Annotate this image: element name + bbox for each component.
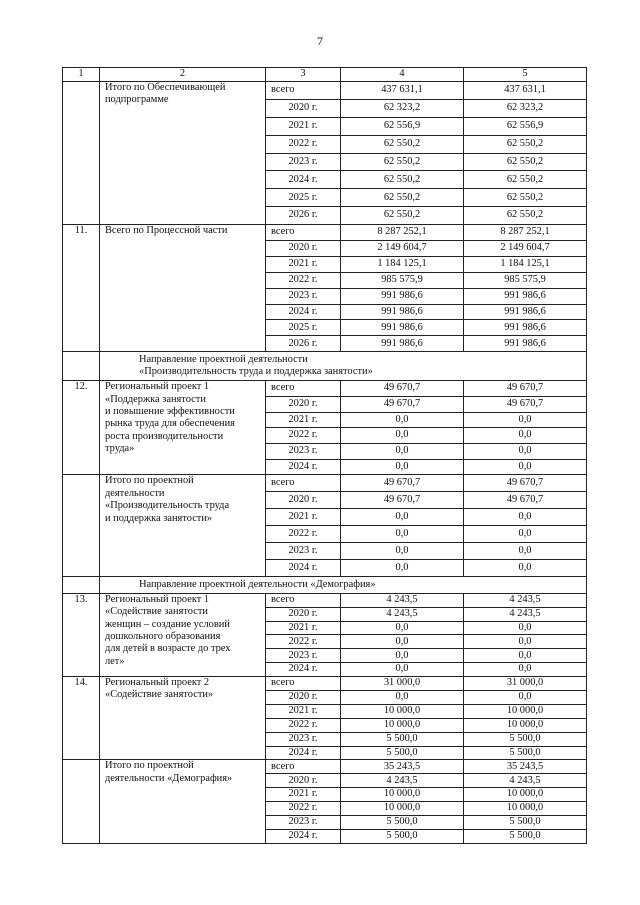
value-col-5: 49 670,7 (464, 396, 587, 412)
row-number (63, 475, 100, 576)
row-title-line: Региональный проект 1 (105, 593, 210, 605)
value-col-4: 62 550,2 (341, 171, 464, 189)
value-col-4: 0,0 (341, 663, 464, 677)
value-col-5: 0,0 (464, 428, 587, 444)
value-col-4: 49 670,7 (341, 492, 464, 509)
period-cell: 2022 г. (266, 135, 341, 153)
value-col-5: 0,0 (464, 509, 587, 526)
value-col-4: 437 631,1 (341, 82, 464, 100)
direction-empty-cell (63, 352, 100, 381)
value-col-4: 62 550,2 (341, 135, 464, 153)
value-col-5: 991 986,6 (464, 288, 587, 304)
row-title-line: и повышение эффективности (105, 406, 235, 418)
period-cell: 2021 г. (266, 256, 341, 272)
value-col-4: 10 000,0 (341, 718, 464, 732)
period-cell: 2022 г. (266, 428, 341, 444)
value-col-4: 49 670,7 (341, 396, 464, 412)
value-col-5: 62 550,2 (464, 171, 587, 189)
row-title-line: Региональный проект 1 (105, 381, 210, 393)
period-cell: 2021 г. (266, 621, 341, 635)
header-col-1: 1 (63, 68, 100, 82)
page-number: 7 (317, 34, 323, 48)
value-col-4: 10 000,0 (341, 704, 464, 718)
period-cell: 2023 г. (266, 815, 341, 829)
value-col-5: 10 000,0 (464, 802, 587, 816)
direction-title (100, 352, 587, 381)
value-col-5: 991 986,6 (464, 336, 587, 352)
value-col-5: 5 500,0 (464, 746, 587, 760)
header-col-3: 3 (266, 68, 341, 82)
header-col-4: 4 (341, 68, 464, 82)
row-title-line: Региональный проект 2 (105, 677, 210, 689)
value-col-4: 0,0 (341, 459, 464, 475)
table-row (63, 82, 587, 100)
value-col-4: 991 986,6 (341, 336, 464, 352)
period-cell: 2020 г. (266, 396, 341, 412)
row-title-line: подпрограмме (105, 94, 169, 106)
value-col-4: 1 184 125,1 (341, 256, 464, 272)
row-title-line: рынка труда для обеспечения (105, 418, 235, 430)
header-col-2: 2 (100, 68, 266, 82)
row-title-line: «Поддержка занятости (105, 393, 206, 405)
value-col-4: 62 550,2 (341, 153, 464, 171)
value-col-4: 0,0 (341, 444, 464, 460)
value-col-4: 0,0 (341, 559, 464, 576)
period-cell: 2023 г. (266, 649, 341, 663)
period-cell: 2023 г. (266, 542, 341, 559)
value-col-4: 2 149 604,7 (341, 241, 464, 257)
value-col-4: 62 550,2 (341, 207, 464, 225)
value-col-5: 62 550,2 (464, 207, 587, 225)
value-col-4: 4 243,5 (341, 607, 464, 621)
value-col-5: 0,0 (464, 663, 587, 677)
value-col-5: 985 575,9 (464, 272, 587, 288)
row-title (100, 475, 266, 576)
value-col-5: 4 243,5 (464, 593, 587, 607)
period-cell: 2020 г. (266, 774, 341, 788)
value-col-5: 0,0 (464, 635, 587, 649)
period-cell: всего (266, 760, 341, 774)
row-title-line: Итого по Обеспечивающей (105, 82, 226, 93)
value-col-5: 2 149 604,7 (464, 241, 587, 257)
value-col-5: 4 243,5 (464, 607, 587, 621)
value-col-4: 5 500,0 (341, 815, 464, 829)
value-col-4: 985 575,9 (341, 272, 464, 288)
value-col-5: 991 986,6 (464, 304, 587, 320)
value-col-5: 0,0 (464, 649, 587, 663)
row-title-line: Итого по проектной (105, 475, 194, 487)
value-col-5: 4 243,5 (464, 774, 587, 788)
value-col-5: 10 000,0 (464, 788, 587, 802)
row-title (100, 225, 266, 352)
period-cell: 2020 г. (266, 690, 341, 704)
row-title (100, 82, 266, 225)
direction-title (100, 576, 587, 593)
row-title-line: Всего по Процессной части (105, 225, 228, 237)
period-cell: 2023 г. (266, 444, 341, 460)
value-col-4: 0,0 (341, 649, 464, 663)
period-cell: 2023 г. (266, 732, 341, 746)
period-cell: 2024 г. (266, 559, 341, 576)
value-col-5: 1 184 125,1 (464, 256, 587, 272)
period-cell: всего (266, 475, 341, 492)
row-title (100, 677, 266, 760)
budget-table (62, 67, 587, 844)
value-col-4: 10 000,0 (341, 802, 464, 816)
value-col-4: 0,0 (341, 428, 464, 444)
direction-title-line: Направление проектной деятельности «Демография» (139, 578, 376, 590)
value-col-5: 0,0 (464, 690, 587, 704)
value-col-5: 49 670,7 (464, 475, 587, 492)
value-col-5: 62 556,9 (464, 117, 587, 135)
table-header-row (63, 68, 587, 82)
value-col-5: 0,0 (464, 621, 587, 635)
value-col-4: 4 243,5 (341, 774, 464, 788)
row-title-line: деятельности (105, 487, 165, 499)
row-title-line: Итого по проектной (105, 760, 194, 772)
value-col-5: 10 000,0 (464, 704, 587, 718)
period-cell: 2023 г. (266, 153, 341, 171)
value-col-4: 0,0 (341, 509, 464, 526)
value-col-4: 991 986,6 (341, 304, 464, 320)
row-number: 13. (63, 593, 100, 676)
period-cell: 2026 г. (266, 336, 341, 352)
row-title-line: «Содействие занятости (105, 606, 208, 618)
value-col-4: 991 986,6 (341, 320, 464, 336)
period-cell: 2024 г. (266, 746, 341, 760)
value-col-4: 0,0 (341, 542, 464, 559)
value-col-5: 0,0 (464, 526, 587, 543)
value-col-5: 437 631,1 (464, 82, 587, 100)
period-cell: 2022 г. (266, 718, 341, 732)
value-col-5: 0,0 (464, 412, 587, 428)
table-row (63, 381, 587, 397)
period-cell: 2021 г. (266, 704, 341, 718)
period-cell: всего (266, 82, 341, 100)
value-col-5: 10 000,0 (464, 718, 587, 732)
row-title-line: и поддержка занятости» (105, 512, 213, 524)
direction-title-line: «Производительность труда и поддержка занятости» (139, 366, 373, 378)
value-col-4: 49 670,7 (341, 475, 464, 492)
period-cell: 2024 г. (266, 829, 341, 843)
row-title-line: дошкольного образования (105, 630, 221, 642)
row-number (63, 82, 100, 225)
table-row (63, 593, 587, 607)
value-col-4: 62 550,2 (341, 189, 464, 207)
period-cell: всего (266, 225, 341, 241)
value-col-4: 0,0 (341, 690, 464, 704)
value-col-5: 0,0 (464, 542, 587, 559)
period-cell: 2022 г. (266, 635, 341, 649)
period-cell: 2020 г. (266, 241, 341, 257)
budget-table-body (63, 68, 587, 844)
value-col-4: 991 986,6 (341, 288, 464, 304)
period-cell: 2025 г. (266, 320, 341, 336)
period-cell: 2022 г. (266, 272, 341, 288)
period-cell: 2021 г. (266, 788, 341, 802)
period-cell: 2026 г. (266, 207, 341, 225)
row-title-line: деятельности «Демография» (105, 772, 233, 784)
period-cell: 2020 г. (266, 99, 341, 117)
row-title (100, 593, 266, 676)
period-cell: 2024 г. (266, 459, 341, 475)
value-col-5: 5 500,0 (464, 829, 587, 843)
value-col-5: 5 500,0 (464, 732, 587, 746)
table-row (63, 677, 587, 691)
value-col-4: 0,0 (341, 526, 464, 543)
value-col-5: 31 000,0 (464, 677, 587, 691)
period-cell: 2024 г. (266, 304, 341, 320)
period-cell: 2021 г. (266, 412, 341, 428)
row-title (100, 760, 266, 843)
period-cell: 2021 г. (266, 509, 341, 526)
value-col-5: 35 243,5 (464, 760, 587, 774)
period-cell: 2020 г. (266, 492, 341, 509)
value-col-5: 62 323,2 (464, 99, 587, 117)
header-col-5: 5 (464, 68, 587, 82)
period-cell: 2024 г. (266, 663, 341, 677)
value-col-5: 62 550,2 (464, 153, 587, 171)
period-cell: 2025 г. (266, 189, 341, 207)
value-col-4: 31 000,0 (341, 677, 464, 691)
value-col-4: 62 556,9 (341, 117, 464, 135)
table-row (63, 475, 587, 492)
direction-row (63, 576, 587, 593)
row-number (63, 760, 100, 843)
row-number: 12. (63, 381, 100, 475)
row-title-line: роста производительности (105, 430, 224, 442)
row-title (100, 381, 266, 475)
direction-empty-cell (63, 576, 100, 593)
value-col-4: 49 670,7 (341, 381, 464, 397)
row-title-line: женщин – создание условий (105, 618, 230, 630)
value-col-5: 0,0 (464, 459, 587, 475)
value-col-4: 8 287 252,1 (341, 225, 464, 241)
period-cell: всего (266, 593, 341, 607)
period-cell: 2022 г. (266, 526, 341, 543)
value-col-4: 0,0 (341, 621, 464, 635)
value-col-4: 0,0 (341, 412, 464, 428)
value-col-5: 5 500,0 (464, 815, 587, 829)
row-title-line: труда» (105, 443, 135, 455)
value-col-4: 35 243,5 (341, 760, 464, 774)
row-title-line: лет» (105, 655, 125, 667)
direction-title-line: Направление проектной деятельности (139, 353, 308, 365)
period-cell: всего (266, 677, 341, 691)
value-col-5: 8 287 252,1 (464, 225, 587, 241)
period-cell: 2023 г. (266, 288, 341, 304)
direction-row (63, 352, 587, 381)
period-cell: 2022 г. (266, 802, 341, 816)
period-cell: 2024 г. (266, 171, 341, 189)
row-title-line: «Содействие занятости» (105, 689, 214, 701)
row-title-line: для детей в возрасте до трех (105, 643, 231, 655)
value-col-5: 991 986,6 (464, 320, 587, 336)
row-number: 14. (63, 677, 100, 760)
value-col-5: 62 550,2 (464, 135, 587, 153)
row-title-line: «Производительность труда (105, 500, 230, 512)
period-cell: 2021 г. (266, 117, 341, 135)
row-number: 11. (63, 225, 100, 352)
table-row (63, 225, 587, 241)
value-col-5: 0,0 (464, 444, 587, 460)
table-row (63, 760, 587, 774)
value-col-5: 62 550,2 (464, 189, 587, 207)
value-col-4: 10 000,0 (341, 788, 464, 802)
value-col-4: 5 500,0 (341, 829, 464, 843)
value-col-4: 5 500,0 (341, 746, 464, 760)
value-col-5: 49 670,7 (464, 381, 587, 397)
value-col-4: 62 323,2 (341, 99, 464, 117)
value-col-4: 0,0 (341, 635, 464, 649)
value-col-5: 49 670,7 (464, 492, 587, 509)
value-col-5: 0,0 (464, 559, 587, 576)
value-col-4: 4 243,5 (341, 593, 464, 607)
value-col-4: 5 500,0 (341, 732, 464, 746)
period-cell: всего (266, 381, 341, 397)
period-cell: 2020 г. (266, 607, 341, 621)
